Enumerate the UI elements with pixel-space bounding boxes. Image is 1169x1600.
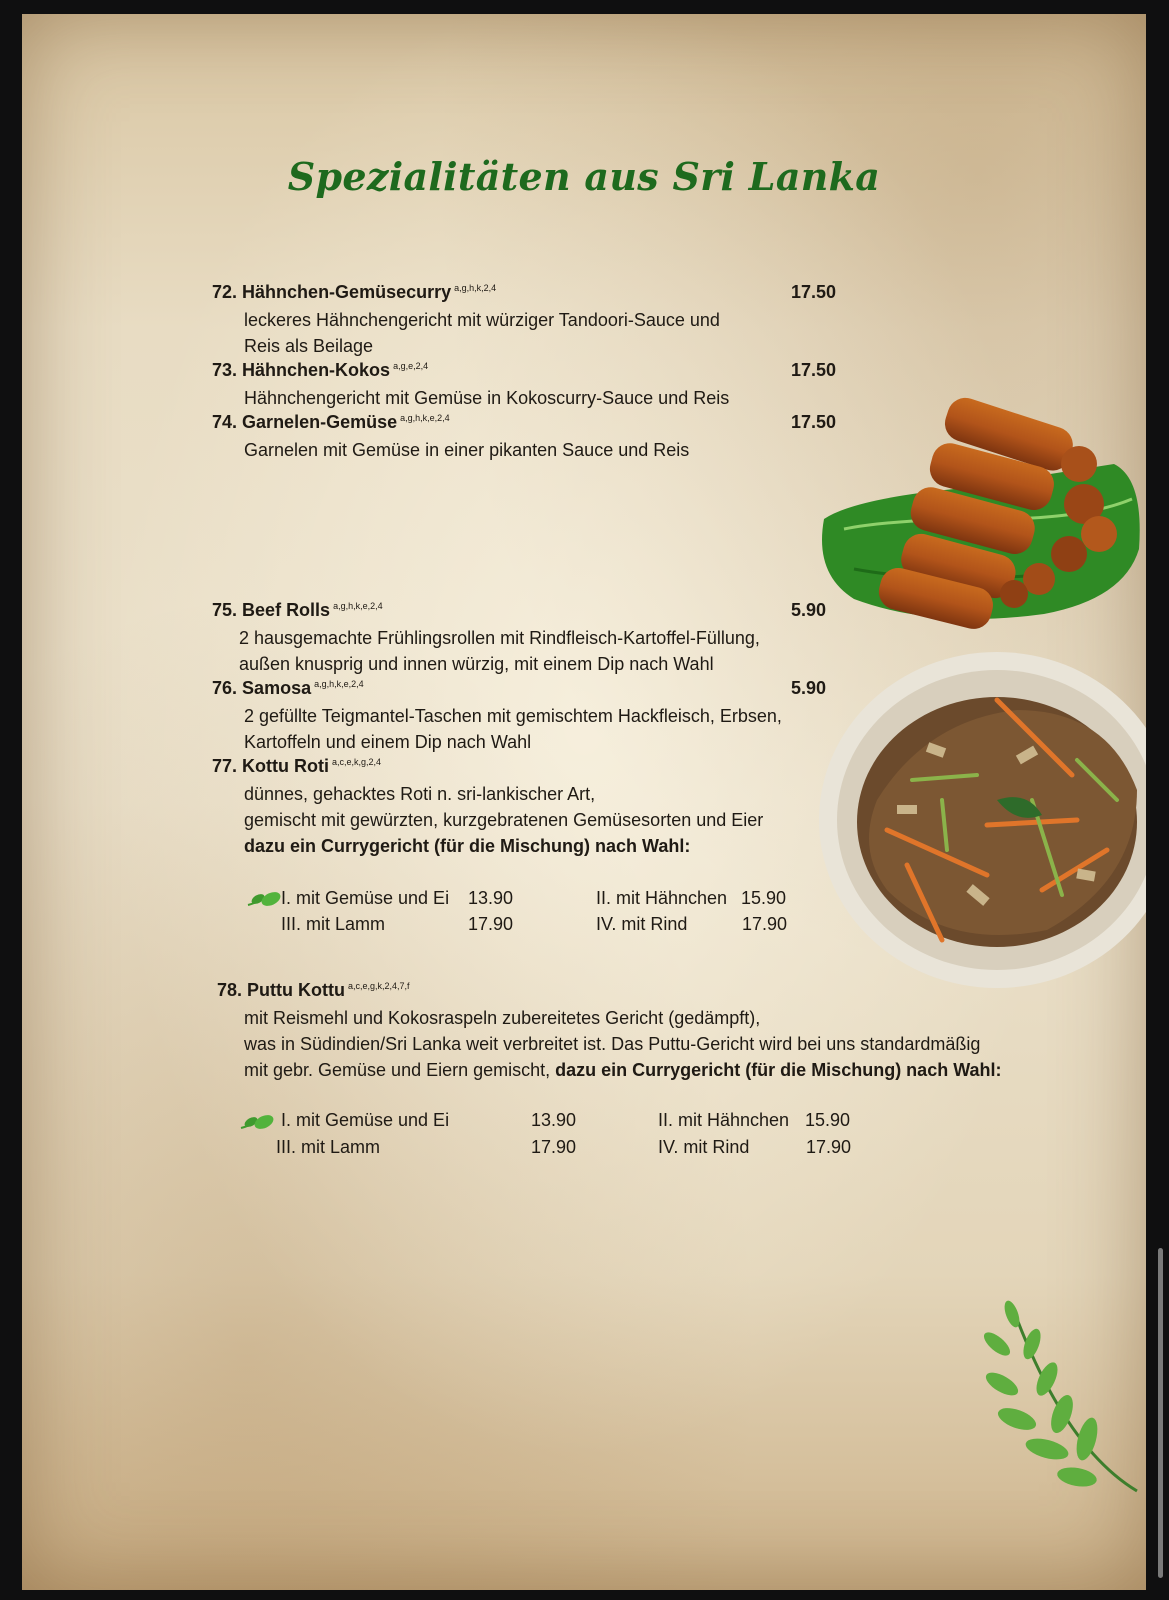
puttu-option-4-label: IV. mit Rind bbox=[658, 1137, 750, 1157]
kottu-option-4-price: 17.90 bbox=[742, 914, 788, 934]
menu-list bbox=[22, 14, 1146, 1590]
puttu-option-1-label: I. mit Gemüse und Ei bbox=[281, 1110, 450, 1130]
menu-item-74-price: 17.50 bbox=[791, 412, 837, 432]
puttu-option-3-price: 17.90 bbox=[531, 1137, 577, 1157]
menu-page bbox=[22, 14, 1146, 1590]
menu-item-78-description: mit Reismehl und Kokosraspeln zubereitetes Gericht (gedämpft), was in Südindien/Sri Lanka weit verbreitet ist. Das Puttu-Gericht wird bei uns standardmäßig mit gebr. Gemüse und Eiern gemischt, dazu ein Currygericht (für die Mischung) nach Wahl: bbox=[244, 1008, 1002, 1080]
menu-item-75-price: 5.90 bbox=[791, 600, 827, 620]
menu-item-74-description: Garnelen mit Gemüse in einer pikanten Sauce und Reis bbox=[244, 440, 690, 460]
page-title: Spezialitäten aus Sri Lanka bbox=[287, 154, 881, 199]
scrollbar[interactable] bbox=[1158, 1248, 1163, 1578]
menu-item-77-description: dünnes, gehacktes Roti n. sri-lankischer Art, gemischt mit gewürzten, kurzgebratenen Gemüsesorten und Eier dazu ein Currygericht (für die Mischung) nach Wahl: bbox=[244, 784, 764, 856]
puttu-option-2-price: 15.90 bbox=[805, 1110, 851, 1130]
kottu-option-2-label: II. mit Hähnchen bbox=[596, 888, 728, 908]
kottu-option-3-label: III. mit Lamm bbox=[281, 914, 386, 934]
menu-item-72-price: 17.50 bbox=[791, 282, 837, 302]
kottu-option-4-label: IV. mit Rind bbox=[596, 914, 688, 934]
puttu-option-4-price: 17.90 bbox=[806, 1137, 852, 1157]
vegetarian-leaf-icon bbox=[239, 1114, 275, 1132]
kottu-option-3-price: 17.90 bbox=[468, 914, 514, 934]
menu-item-77-title: 77. Kottu Roti $^{a,c,e,k,g,2,4}$ bbox=[212, 756, 382, 776]
menu-item-78-title: 78. Puttu Kottu $^{a,c,e,g,k,2,4,7,f}$ bbox=[217, 980, 410, 1000]
kottu-option-1-price: 13.90 bbox=[468, 888, 514, 908]
menu-item-74-title: 74. Garnelen-Gemüse $^{a,g,h,k,e,2,4}$ bbox=[212, 412, 450, 432]
vegetarian-leaf-icon bbox=[246, 891, 282, 909]
menu-item-75-description: 2 hausgemachte Frühlingsrollen mit Rindfleisch-Kartoffel-Füllung, außen knusprig und innen würzig, mit einem Dip nach Wahl bbox=[239, 628, 760, 674]
menu-item-72-title: 72. Hähnchen-Gemüsecurry $^{a,g,h,k,2,4}$ bbox=[212, 282, 497, 302]
menu-item-75-title: 75. Beef Rolls $^{a,g,h,k,e,2,4}$ bbox=[212, 600, 383, 620]
puttu-option-2-label: II. mit Hähnchen bbox=[658, 1110, 790, 1130]
menu-item-72-description: leckeres Hähnchengericht mit würziger Tandoori-Sauce und Reis als Beilage bbox=[244, 310, 720, 356]
puttu-option-1-price: 13.90 bbox=[531, 1110, 577, 1130]
menu-item-73-title: 73. Hähnchen-Kokos $^{a,g,e,2,4}$ bbox=[212, 360, 429, 380]
kottu-option-2-price: 15.90 bbox=[741, 888, 787, 908]
menu-item-76-price: 5.90 bbox=[791, 678, 827, 698]
menu-item-73-description: Hähnchengericht mit Gemüse in Kokoscurry-Sauce und Reis bbox=[244, 388, 730, 408]
menu-item-73-price: 17.50 bbox=[791, 360, 837, 380]
menu-item-76-description: 2 gefüllte Teigmantel-Taschen mit gemischtem Hackfleisch, Erbsen, Kartoffeln und einem Dip nach Wahl bbox=[244, 706, 782, 752]
menu-item-76-title: 76. Samosa $^{a,g,h,k,e,2,4}$ bbox=[212, 678, 364, 698]
puttu-option-3-label: III. mit Lamm bbox=[276, 1137, 381, 1157]
kottu-option-1-label: I. mit Gemüse und Ei bbox=[281, 888, 450, 908]
